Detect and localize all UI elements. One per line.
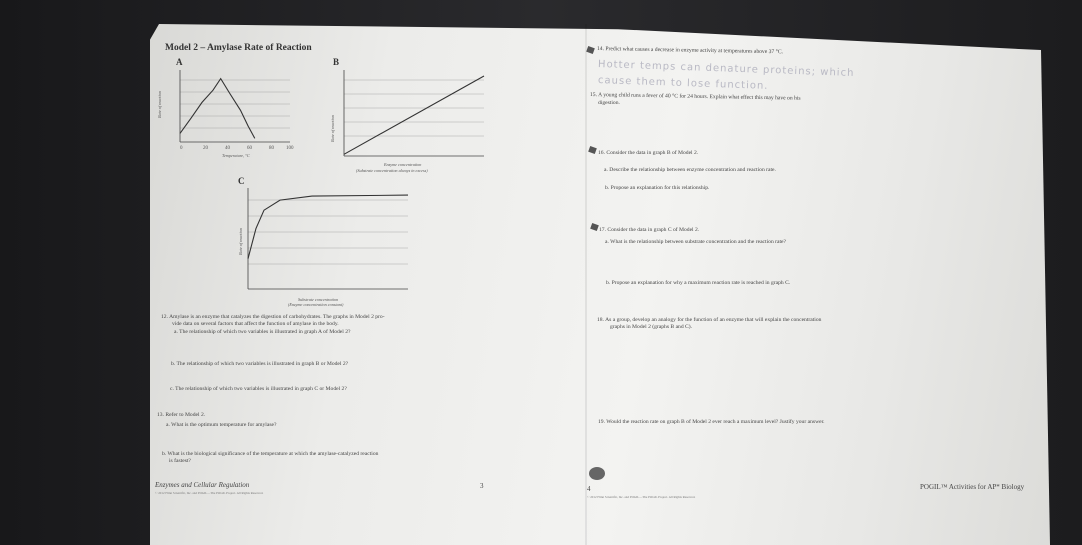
graph-c-ylabel: Rate of reaction [238,228,243,255]
graph-b-ylabel: Rate of reaction [330,115,335,142]
graph-a-xlabel: Temperature, °C [222,153,250,158]
question-14: 14. Predict what causes a decrease in enzyme activity at temperatures above 37 °C. [596,46,784,56]
graph-c-xlabel2: (Enzyme concentration constant) [288,302,344,307]
graph-c-curve [248,195,408,259]
graph-a-tick-80: 80 [269,146,274,151]
graph-b-grid [344,80,484,136]
footer-title-right: POGIL™ Activities for AP* Biology [920,483,1025,491]
question-19: 19. Would the reaction rate on graph B of Model 2 ever reach a maximum level? Justify your answer. [598,419,825,425]
question-17a: a. What is the relationship between substrate concentration and the reaction rate? [605,239,786,245]
question-12: 12. Amylase is an enzyme that catalyzes the digestion of carbohydrates. The graphs in Model 2 pro- [161,314,385,320]
question-12c: c. The relationship of which two variables is illustrated in graph C or Model 2? [170,386,347,392]
question-12a: a. The relationship of which two variables is illustrated in graph A of Model 2? [174,329,351,335]
graph-a-tick-20: 20 [203,146,208,151]
question-18: 18. As a group, develop an analogy for the function of an enzyme that will explain the concentration [597,317,822,323]
graph-b-line [344,76,484,154]
graph-b [344,70,484,158]
page-number-left: 3 [480,482,484,490]
question-16: 16. Consider the data in graph B of Model 2. [598,150,699,156]
graph-b-letter: B [333,57,340,67]
graph-a-tick-0: 0 [180,146,183,151]
copyright-left: © 2012 Flinn Scientific, Inc. and POGIL—The POGIL Project. All Rights Reserved. [155,491,264,495]
handwritten-answer-14-line2: cause them to lose function. [597,75,769,92]
graph-a-tick-40: 40 [225,146,230,151]
page-number-right: 4 [587,485,591,493]
graph-a [180,70,290,145]
graph-a-ylabel: Rate of reaction [157,91,162,118]
graph-b-xlabel: Enzyme concentration [384,162,422,167]
graph-a-letter: A [176,57,183,67]
graph-a-tick-100: 100 [286,146,294,151]
graph-c-letter: C [238,176,245,186]
graph-c [248,188,408,291]
copyright-right: © 2012 Flinn Scientific, Inc. and POGIL—The POGIL Project. All Rights Reserved. [587,495,696,499]
question-13: 13. Refer to Model 2. [157,412,206,418]
question-18-cont: graphs in Model 2 (graphs B and C). [610,324,693,330]
graph-a-grid [180,80,290,128]
graph-a-tick-60: 60 [247,146,252,151]
question-12-cont: vide data on several factors that affect the function of amylase in the body. [172,321,339,327]
graph-a-curve [180,79,255,139]
question-15: 15. A young child runs a fever of 40 °C for 24 hours. Explain what effect this may have on his [589,92,801,102]
question-15-cont: digestion. [598,100,620,106]
question-16a: a. Describe the relationship between enzyme concentration and reaction rate. [604,167,776,173]
question-13a: a. What is the optimum temperature for amylase? [166,422,277,428]
question-17b: b. Propose an explanation for why a maximum reaction rate is reached in graph C. [606,280,791,286]
question-13b: b. What is the biological significance of the temperature at which the amylase-catalyzed reaction [162,451,379,457]
question-12b: b. The relationship of which two variables is illustrated in graph B or Model 2? [171,361,349,367]
graph-c-grid [248,200,408,264]
paper-fold [585,24,587,545]
stop-icon [589,467,605,480]
footer-title-left: Enzymes and Cellular Regulation [155,481,250,489]
graph-c-xlabel: Substrate concentration [298,297,339,302]
graph-b-xlabel2: (Substrate concentration always in excess) [356,168,428,173]
question-16b: b. Propose an explanation for this relationship. [605,185,710,191]
handwritten-answer-14-line1: Hotter temps can denature proteins; which [597,59,855,79]
question-17: 17. Consider the data in graph C of Model 2. [599,227,700,233]
model-title: Model 2 – Amylase Rate of Reaction [165,43,312,53]
question-13b-cont: is fastest? [169,458,191,464]
